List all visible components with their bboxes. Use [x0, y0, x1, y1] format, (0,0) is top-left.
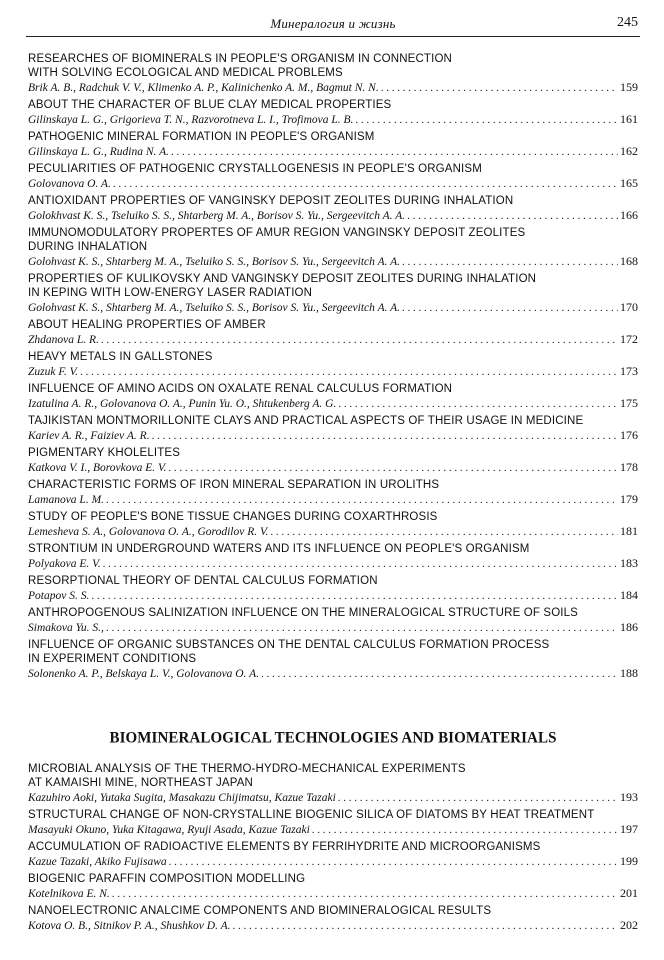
- entry-title: MICROBIAL ANALYSIS OF THE THERMO-HYDRO-MECHANICAL EXPERIMENTS AT KAMAISHI MINE, NORTHEAST JAPAN: [28, 763, 466, 789]
- dot-leader: [112, 887, 618, 901]
- entry-page-number: 179: [620, 492, 638, 506]
- running-header: [26, 12, 640, 37]
- entry-authors: Kotova O. B., Sitnikov P. A., Shushkov D. A.: [28, 920, 231, 932]
- toc-entry: [28, 52, 638, 95]
- entry-title: RESEARCHES OF BIOMINERALS IN PEOPLE'S ORGANISM IN CONNECTION WITH SOLVING ECOLOGICAL AND MEDICAL PROBLEMS: [28, 53, 452, 79]
- entry-page-number: 173: [620, 364, 638, 378]
- entry-page-number: 162: [620, 144, 638, 158]
- entry-title: NANOELECTRONIC ANALCIME COMPONENTS AND BIOMINERALOGICAL RESULTS: [28, 905, 492, 917]
- entry-authors: Golohvast K. S., Shtarberg M. A., Tseluiko S. S., Borisov S. Yu., Sergeevitch A. A.: [28, 256, 401, 268]
- entry-page-number: 170: [620, 300, 638, 314]
- entry-title: STUDY OF PEOPLE'S BONE TISSUE CHANGES DURING COXARTHROSIS: [28, 511, 438, 523]
- entry-title: STRONTIUM IN UNDERGROUND WATERS AND ITS INFLUENCE ON PEOPLE'S ORGANISM: [28, 543, 530, 555]
- entry-author-line: [28, 822, 638, 837]
- dot-leader: [338, 791, 618, 805]
- entry-author-line: [28, 300, 638, 315]
- entry-author-line: [28, 556, 638, 571]
- entry-title: BIOGENIC PARAFFIN COMPOSITION MODELLING: [28, 873, 306, 885]
- toc-entry: [28, 808, 638, 837]
- entry-title: PIGMENTARY KHOLELITES: [28, 447, 181, 459]
- dot-leader: [101, 333, 618, 347]
- dot-leader: [402, 301, 618, 315]
- entry-author-line: [28, 176, 638, 191]
- entry-author-line: [28, 460, 638, 475]
- dot-leader: [106, 621, 618, 635]
- toc-entry: [28, 478, 638, 507]
- entry-title: ACCUMULATION OF RADIOACTIVE ELEMENTS BY FERRIHYDRITE AND MICROORGANISMS: [28, 841, 541, 853]
- entry-authors: Lemesheva S. A., Golovanova O. A., Gorodilov R. V.: [28, 526, 269, 538]
- entry-authors: Kazuhiro Aoki, Yutaka Sugita, Masakazu Chijimatsu, Kazue Tazaki: [28, 792, 336, 804]
- entry-title: ABOUT HEALING PROPERTIES OF AMBER: [28, 319, 266, 331]
- entry-title: ANTIOXIDANT PROPERTIES OF VANGINSKY DEPOSIT ZEOLITES DURING INHALATION: [28, 195, 514, 207]
- entry-page-number: 181: [620, 524, 638, 538]
- entry-title: INFLUENCE OF AMINO ACIDS ON OXALATE RENAL CALCULUS FORMATION: [28, 383, 453, 395]
- toc-entry: [28, 350, 638, 379]
- contents-section-2: [28, 762, 638, 936]
- entry-title: IMMUNOMODULATORY PROPERTES OF AMUR REGION VANGINSKY DEPOSIT ZEOLITES DURING INHALATION: [28, 227, 526, 253]
- entry-authors: Golokhvast K. S., Tseluiko S. S., Shtarberg M. A., Borisov S. Yu., Sergeevitch A. A.: [28, 210, 406, 222]
- entry-title: HEAVY METALS IN GALLSTONES: [28, 351, 213, 363]
- toc-entry: [28, 162, 638, 191]
- entry-author-line: [28, 666, 638, 681]
- entry-authors: Potapov S. S.: [28, 590, 90, 602]
- entry-title: PECULIARITIES OF PATHOGENIC CRYSTALLOGENESIS IN PEOPLE'S ORGANISM: [28, 163, 482, 175]
- entry-title: PROPERTIES OF KULIKOVSKY AND VANGINSKY DEPOSIT ZEOLITES DURING INHALATION IN KEPING WITH LOW-ENERGY LASER RADIATION: [28, 273, 537, 299]
- page-number: 245: [617, 15, 638, 30]
- entry-page-number: 175: [620, 396, 638, 410]
- entry-author-line: [28, 332, 638, 347]
- toc-entry: [28, 318, 638, 347]
- entry-page-number: 199: [620, 854, 638, 868]
- toc-entry: [28, 226, 638, 269]
- entry-authors: Kazue Tazaki, Akiko Fujisawa: [28, 856, 167, 868]
- toc-entry: [28, 574, 638, 603]
- entry-page-number: 166: [620, 208, 638, 222]
- toc-entry: [28, 194, 638, 223]
- dot-leader: [402, 255, 618, 269]
- entry-page-number: 201: [620, 886, 638, 900]
- entry-title: ANTHROPOGENOUS SALINIZATION INFLUENCE ON THE MINERALOGICAL STRUCTURE OF SOILS: [28, 607, 578, 619]
- entry-author-line: [28, 492, 638, 507]
- entry-authors: Lamanova L. M.: [28, 494, 105, 506]
- entry-authors: Katkova V. I., Borovkova E. V.: [28, 462, 167, 474]
- entry-title: RESORPTIONAL THEORY OF DENTAL CALCULUS FORMATION: [28, 575, 378, 587]
- entry-authors: Kotelnikova E. N.: [28, 888, 110, 900]
- dot-leader: [168, 461, 618, 475]
- entry-authors: Kariev A. R., Faiziev A. R.: [28, 430, 150, 442]
- contents-section-1: [28, 52, 638, 684]
- dot-leader: [270, 525, 618, 539]
- toc-entry: [28, 606, 638, 635]
- entry-page-number: 176: [620, 428, 638, 442]
- toc-entry: [28, 382, 638, 411]
- entry-author-line: [28, 112, 638, 127]
- entry-page-number: 186: [620, 620, 638, 634]
- entry-page-number: 188: [620, 666, 638, 680]
- entry-author-line: [28, 918, 638, 933]
- toc-entry: [28, 414, 638, 443]
- entry-page-number: 193: [620, 790, 638, 804]
- dot-leader: [169, 855, 618, 869]
- entry-author-line: [28, 524, 638, 539]
- entry-title: INFLUENCE OF ORGANIC SUBSTANCES ON THE DENTAL CALCULUS FORMATION PROCESS IN EXPERIMENT CONDITIONS: [28, 639, 550, 665]
- toc-entry: [28, 904, 638, 933]
- entry-page-number: 161: [620, 112, 638, 126]
- toc-entry: [28, 130, 638, 159]
- entry-author-line: [28, 396, 638, 411]
- entry-author-line: [28, 886, 638, 901]
- entry-authors: Polyakova E. V.: [28, 558, 101, 570]
- entry-author-line: [28, 790, 638, 805]
- entry-author-line: [28, 254, 638, 269]
- dot-leader: [261, 667, 618, 681]
- entry-authors: Brik A. B., Radchuk V. V., Klimenko A. P., Kalinichenko A. M., Bagmut N. N.: [28, 82, 379, 94]
- toc-entry: [28, 542, 638, 571]
- entry-author-line: [28, 854, 638, 869]
- entry-title: TAJIKISTAN MONTMORILLONITE CLAYS AND PRACTICAL ASPECTS OF THEIR USAGE IN MEDICINE: [28, 415, 584, 427]
- dot-leader: [152, 429, 618, 443]
- entry-title: STRUCTURAL CHANGE OF NON-CRYSTALLINE BIOGENIC SILICA OF DIATOMS BY HEAT TREATMENT: [28, 809, 595, 821]
- entry-authors: Gilinskaya L. G., Grigorieva T. N., Razvorotneva L. I., Trofimova L. B.: [28, 114, 354, 126]
- toc-entry: [28, 638, 638, 681]
- toc-entry: [28, 872, 638, 901]
- entry-author-line: [28, 588, 638, 603]
- entry-authors: Zhdanova L. R.: [28, 334, 99, 346]
- entry-authors: Solonenko A. P., Belskaya L. V., Golovanova O. A.: [28, 668, 260, 680]
- entry-page-number: 178: [620, 460, 638, 474]
- toc-entry: [28, 510, 638, 539]
- section-heading: BIOMINERALOGICAL TECHNOLOGIES AND BIOMATERIALS: [109, 729, 557, 747]
- dot-leader: [171, 145, 618, 159]
- entry-page-number: 202: [620, 918, 638, 932]
- entry-authors: Zuzuk F. V.: [28, 366, 79, 378]
- toc-entry: [28, 98, 638, 127]
- dot-leader: [407, 209, 618, 223]
- entry-authors: Masayuki Okuno, Yuka Kitagawa, Ryuji Asada, Kazue Tazaki: [28, 824, 310, 836]
- entry-author-line: [28, 428, 638, 443]
- entry-author-line: [28, 620, 638, 635]
- entry-author-line: [28, 208, 638, 223]
- entry-authors: Simakova Yu. S.,: [28, 622, 104, 634]
- dot-leader: [113, 177, 618, 191]
- entry-page-number: 184: [620, 588, 638, 602]
- dot-leader: [233, 919, 618, 933]
- entry-authors: Golohvast K. S., Shtarberg M. A., Tseluiko S. S., Borisov S. Yu., Sergeevitch A. A.: [28, 302, 401, 314]
- entry-page-number: 172: [620, 332, 638, 346]
- toc-entry: [28, 272, 638, 315]
- entry-title: CHARACTERISTIC FORMS OF IRON MINERAL SEPARATION IN UROLITHS: [28, 479, 440, 491]
- dot-leader: [312, 823, 618, 837]
- toc-entry: [28, 446, 638, 475]
- dot-leader: [80, 365, 618, 379]
- entry-authors: Golovanova O. A.: [28, 178, 111, 190]
- dot-leader: [355, 113, 618, 127]
- dot-leader: [338, 397, 618, 411]
- entry-author-line: [28, 144, 638, 159]
- toc-entry: [28, 840, 638, 869]
- entry-title: ABOUT THE CHARACTER OF BLUE CLAY MEDICAL PROPERTIES: [28, 99, 392, 111]
- toc-entry: [28, 762, 638, 805]
- dot-leader: [106, 493, 618, 507]
- entry-author-line: [28, 80, 638, 95]
- entry-authors: Gilinskaya L. G., Rudina N. A.: [28, 146, 169, 158]
- dot-leader: [103, 557, 618, 571]
- entry-page-number: 183: [620, 556, 638, 570]
- entry-page-number: 159: [620, 80, 638, 94]
- entry-author-line: [28, 364, 638, 379]
- entry-page-number: 165: [620, 176, 638, 190]
- entry-title: PATHOGENIC MINERAL FORMATION IN PEOPLE'S ORGANISM: [28, 131, 375, 143]
- dot-leader: [381, 81, 618, 95]
- entry-page-number: 197: [620, 822, 638, 836]
- running-title: Минералогия и жизнь: [270, 16, 396, 31]
- dot-leader: [91, 589, 618, 603]
- entry-authors: Izatulina A. R., Golovanova O. A., Punin Yu. O., Shtukenberg A. G.: [28, 398, 337, 410]
- entry-page-number: 168: [620, 254, 638, 268]
